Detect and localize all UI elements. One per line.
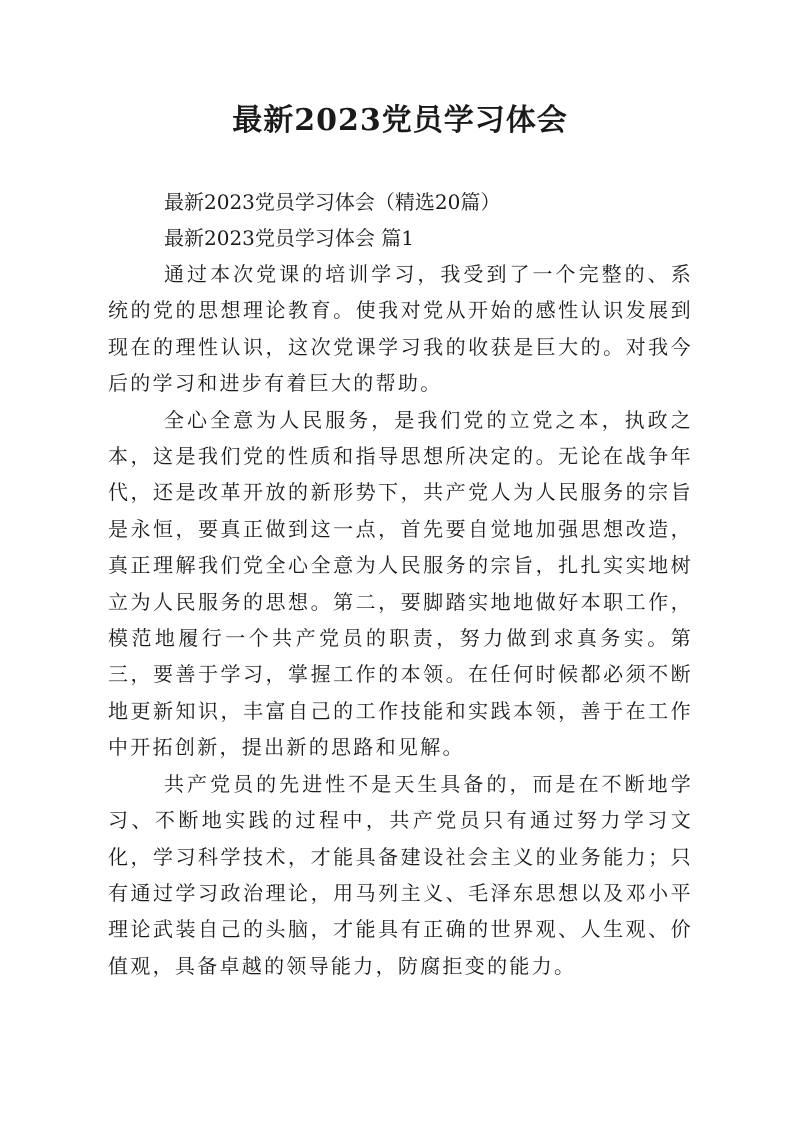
document-body [108,184,693,984]
paragraph-2: 全心全意为人民服务，是我们党的立党之本，执政之本，这是我们党的性质和指导思想所决定的。无论在战争年代，还是改革开放的新形势下，共产党人为人民服务的宗旨是永恒，要真正做到这一点，首先要自觉地加强思想改造，真正理解我们党全心全意为人民服务的宗旨，扎扎实实地树立为人民服务的思想。第二，要脚踏实地地做好本职工作，模范地履行一个共产党员的职责，努力做到求真务实。第三，要善于学习，掌握工作的本领。在任何时候都必须不断地更新知识，丰富自己的工作技能和实践本领，善于在工作中开拓创新，提出新的思路和见解。 [108,407,693,760]
paragraph-1: 通过本次党课的培训学习，我受到了一个完整的、系统的党的思想理论教育。使我对党从开始的感性认识发展到现在的理性认识，这次党课学习我的收获是巨大的。对我今后的学习和进步有着巨大的帮助。 [108,262,693,396]
paragraph-3: 共产党员的先进性不是天生具备的，而是在不断地学习、不断地实践的过程中，共产党员只有通过努力学习文化，学习科学技术，才能具备建设社会主义的业务能力；只有通过学习政治理论，用马列主义、毛泽东思想以及邓小平理论武装自己的头脑，才能具有正确的世界观、人生观、价值观，具备卓越的领导能力，防腐拒变的能力。 [108,771,693,978]
document-title: 最新2023党员学习体会 [232,103,568,138]
section-heading: 最新2023党员学习体会 篇1 [164,226,414,250]
document-subtitle: 最新2023党员学习体会（精选20篇） [164,190,501,214]
